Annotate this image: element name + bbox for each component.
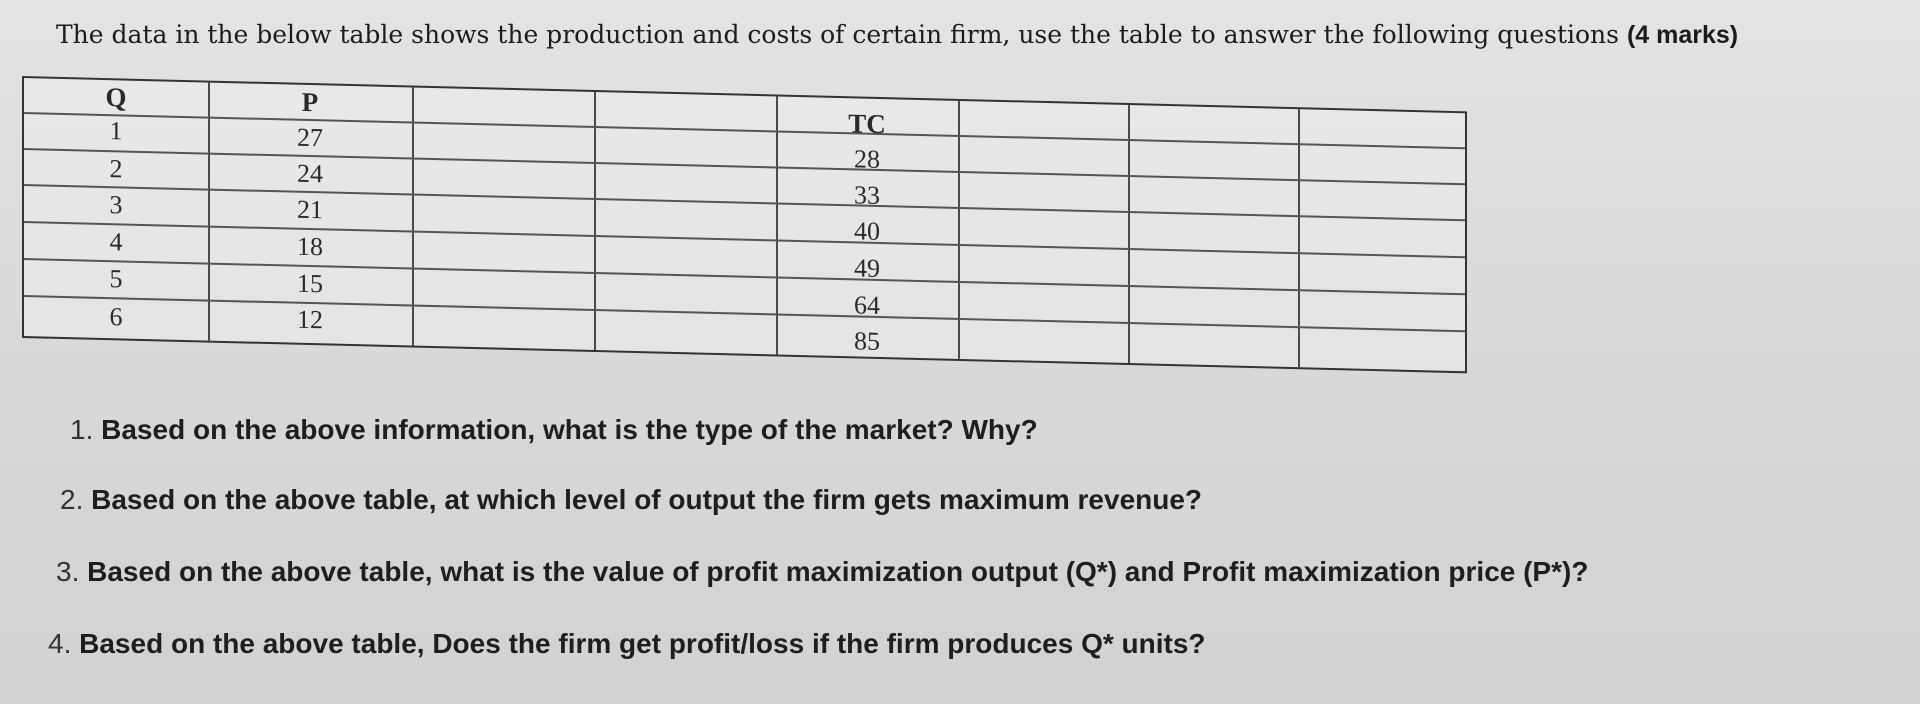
question-text: Based on the above table, what is the value of profit maximization output (Q*) and Profit maximization price (P*)? <box>87 556 1589 587</box>
header-tc: TC <box>848 108 886 140</box>
question-number: 1. <box>70 414 94 445</box>
cell-tc: 85 <box>854 326 880 356</box>
cell-q: 1 <box>109 116 123 146</box>
marks-label: (4 marks) <box>1626 21 1739 49</box>
cell-p: 27 <box>297 122 323 153</box>
question-text: Based on the above information, what is the type of the market? Why? <box>101 414 1038 445</box>
question-text: Based on the above table, Does the firm get profit/loss if the firm produces Q* units? <box>79 628 1206 659</box>
cell-p: 24 <box>297 158 323 189</box>
question-item <box>56 556 1588 588</box>
cell-p: 15 <box>297 268 323 299</box>
cell-q: 6 <box>109 302 123 332</box>
cell-p: 12 <box>297 304 323 335</box>
instructions-body: The data in the below table shows the production and costs of certain firm, use the table to answer the following questions <box>56 20 1619 49</box>
header-p: P <box>301 86 319 118</box>
cell-q: 5 <box>109 264 123 294</box>
question-item <box>60 484 1202 516</box>
cell-tc: 28 <box>854 144 880 174</box>
cell-tc: 64 <box>854 290 880 320</box>
question-number: 4. <box>48 628 72 659</box>
cell-p: 21 <box>297 194 323 225</box>
header-q: Q <box>105 82 127 113</box>
question-item <box>48 628 1206 660</box>
question-number: 2. <box>60 484 84 515</box>
cell-q: 3 <box>109 190 123 220</box>
question-number: 3. <box>56 556 80 587</box>
cell-tc: 33 <box>854 180 880 210</box>
question-text: Based on the above table, at which level of output the firm gets maximum revenue? <box>91 484 1203 515</box>
cell-tc: 49 <box>854 253 880 283</box>
cell-q: 2 <box>109 154 123 184</box>
cell-q: 4 <box>109 227 123 257</box>
cell-p: 18 <box>297 231 323 262</box>
cell-tc: 40 <box>854 216 880 246</box>
question-item <box>70 414 1038 446</box>
